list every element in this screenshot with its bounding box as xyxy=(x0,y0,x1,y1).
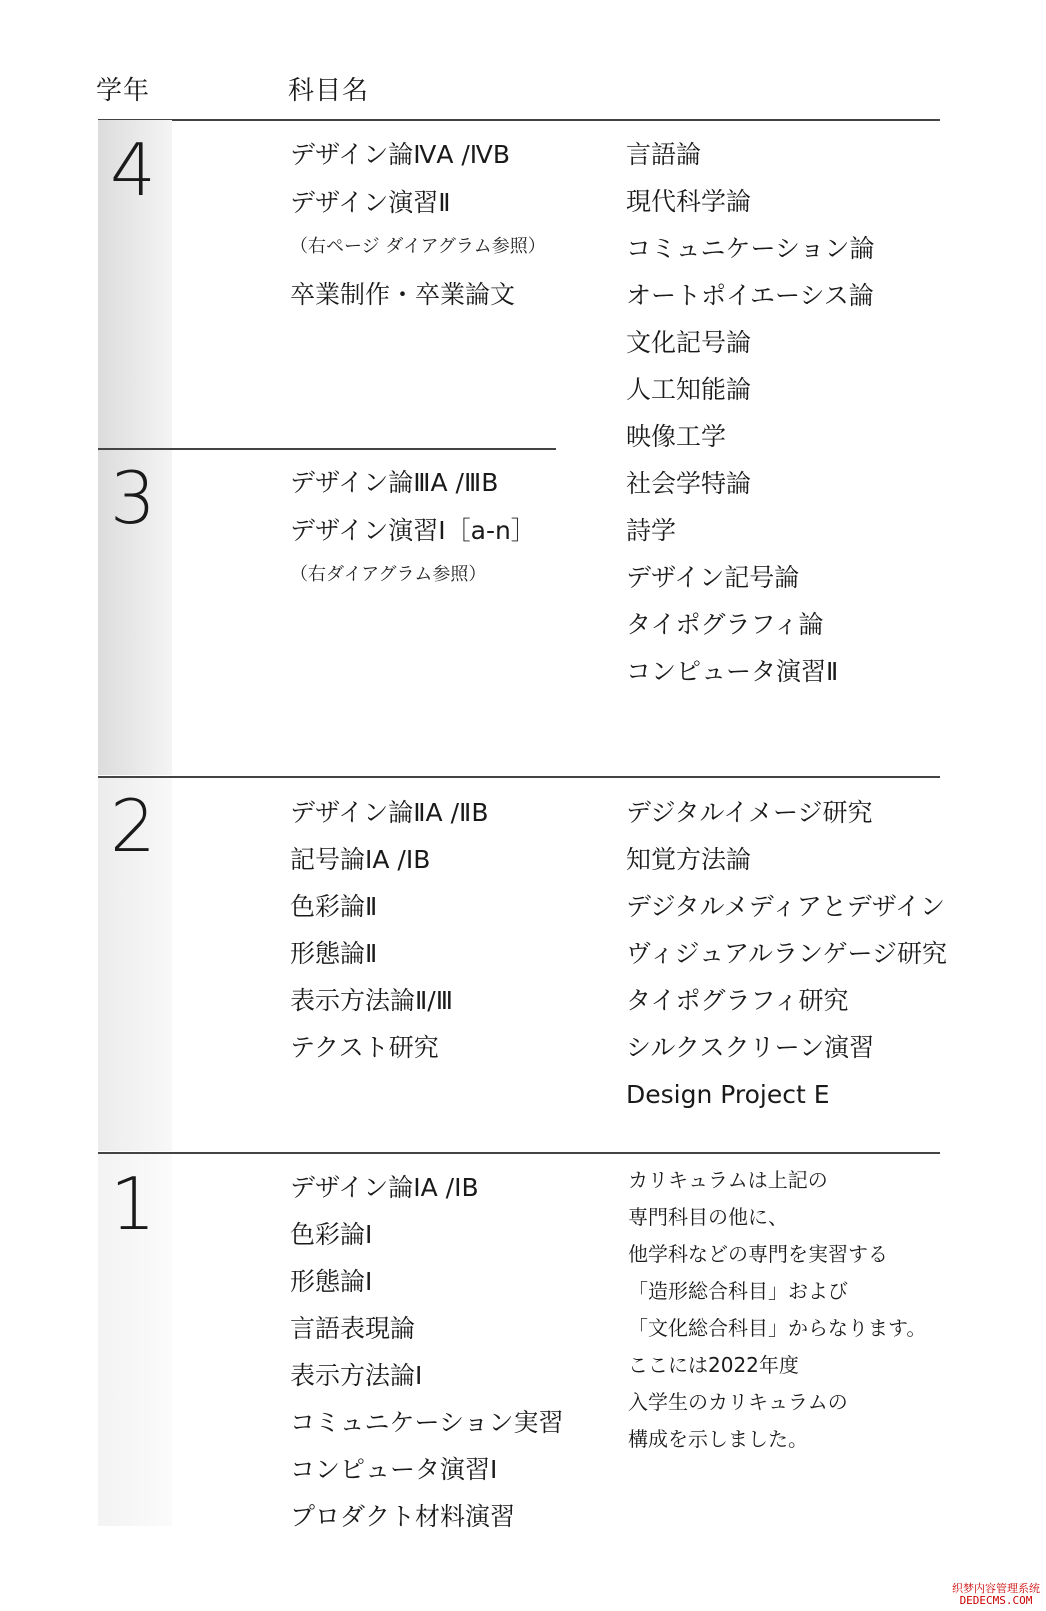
subject-item: デザイン論ⅡA /ⅡB xyxy=(290,798,489,827)
grade-number-3: 3 xyxy=(110,456,156,540)
grade-number-2: 2 xyxy=(110,784,156,868)
subject-item: デザイン記号論 xyxy=(626,563,800,592)
note-line: 入学生のカリキュラムの xyxy=(628,1390,848,1414)
year-column-header: 学年 xyxy=(96,76,151,106)
note-line: 専門科目の他に、 xyxy=(628,1205,788,1229)
subject-item: 形態論Ⅰ xyxy=(290,1267,373,1296)
subject-item: テクスト研究 xyxy=(290,1033,439,1062)
subject-item: コンピュータ演習Ⅰ xyxy=(290,1455,498,1484)
subject-item: 人工知能論 xyxy=(626,375,752,404)
subject-item: 卒業制作・卒業論文 xyxy=(290,280,516,309)
subject-item: 言語表現論 xyxy=(290,1314,416,1343)
subject-item: 色彩論Ⅰ xyxy=(290,1220,373,1249)
subject-item: コンピュータ演習Ⅱ xyxy=(626,657,839,686)
subject-item: デザイン論ⅠA /ⅠB xyxy=(290,1173,479,1202)
subject-item: コミュニケーション実習 xyxy=(290,1408,564,1437)
subject-item: 表示方法論Ⅱ/Ⅲ xyxy=(290,986,453,1015)
note-line: 他学科などの専門を実習する xyxy=(628,1242,888,1266)
subject-item: 色彩論Ⅱ xyxy=(290,892,378,921)
divider-2-1 xyxy=(98,1152,940,1154)
subject-item: 現代科学論 xyxy=(626,187,752,216)
subject-item: デザイン論ⅢA /ⅢB xyxy=(290,468,499,497)
subject-item: 表示方法論Ⅰ xyxy=(290,1361,423,1390)
note-line: 「造形総合科目」および xyxy=(628,1279,848,1303)
header-divider xyxy=(98,119,940,121)
subject-item: タイポグラフィ研究 xyxy=(626,986,849,1015)
subject-item: 記号論ⅠA /ⅠB xyxy=(290,845,431,874)
subject-item: 映像工学 xyxy=(626,422,727,451)
subject-item: デジタルメディアとデザイン xyxy=(626,892,946,921)
watermark xyxy=(952,1583,1040,1607)
diagram-note: （右ダイアグラム参照） xyxy=(290,564,487,585)
subject-item: 詩学 xyxy=(626,516,677,545)
divider-4-3 xyxy=(98,448,556,450)
subject-item: 文化記号論 xyxy=(626,328,752,357)
subject-item: デザイン演習Ⅱ xyxy=(290,188,451,217)
subject-item: 社会学特論 xyxy=(626,469,752,498)
grade-number-1: 1 xyxy=(110,1162,156,1246)
subject-item: ヴィジュアルランゲージ研究 xyxy=(626,939,948,968)
note-line: 「文化総合科目」からなります。 xyxy=(628,1316,927,1340)
subject-item: 形態論Ⅱ xyxy=(290,939,378,968)
subject-item: Design Project E xyxy=(626,1080,830,1109)
subject-item: コミュニケーション論 xyxy=(626,234,875,263)
note-line: 構成を示しました。 xyxy=(628,1427,808,1451)
diagram-note: （右ページ ダイアグラム参照） xyxy=(290,236,546,257)
divider-3-2 xyxy=(98,776,940,778)
subject-item: タイポグラフィ論 xyxy=(626,610,824,639)
subject-item: シルクスクリーン演習 xyxy=(626,1033,875,1062)
grade-number-4: 4 xyxy=(110,128,156,212)
subject-item: デジタルイメージ研究 xyxy=(626,798,873,827)
note-line: カリキュラムは上記の xyxy=(628,1168,828,1192)
watermark-line: DEDECMS.COM xyxy=(959,1593,1033,1607)
note-line: ここには2022年度 xyxy=(628,1353,799,1377)
subject-item: 言語論 xyxy=(626,140,702,169)
subject-item: デザイン論ⅣA /ⅣB xyxy=(290,140,511,169)
subject-item: オートポイエーシス論 xyxy=(626,281,874,310)
watermark-line: 织梦内容管理系统 xyxy=(952,1581,1040,1595)
subject-item: プロダクト材料演習 xyxy=(290,1502,516,1531)
subject-item: 知覚方法論 xyxy=(626,845,752,874)
subject-column-header: 科目名 xyxy=(288,76,370,106)
subject-item: デザイン演習Ⅰ［a-n］ xyxy=(290,516,536,545)
